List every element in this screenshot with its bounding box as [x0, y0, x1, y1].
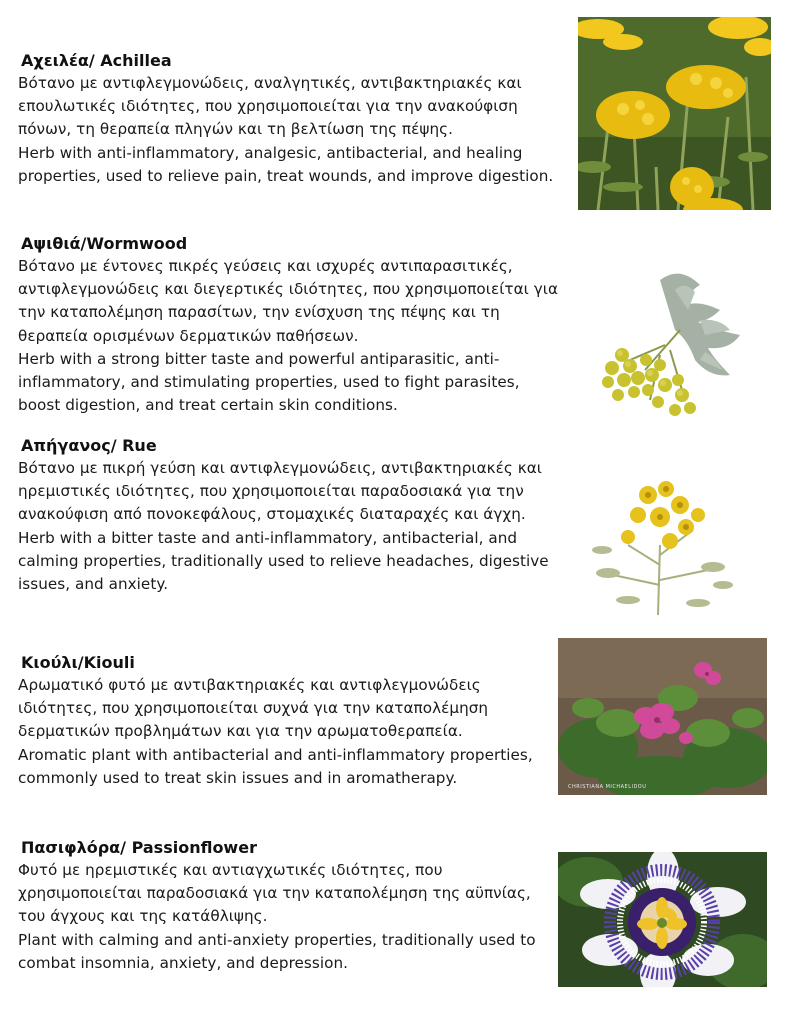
herb-english-description: Herb with anti-inflammatory, analgesic, antibacterial, and healing properties, used to relieve pain, treat wounds, and improve digestion. — [18, 143, 554, 185]
herb-english-description: Herb with a strong bitter taste and powerful antiparasitic, anti-inflammatory, and stimulating properties, used to fight parasites, boost digestion, and treat certain skin conditions. — [18, 349, 520, 415]
herb-english-description: Plant with calming and anti-anxiety properties, traditionally used to combat insomnia, anxiety, and depression. — [18, 930, 536, 972]
herb-title: Πασιφλόρα/ Passionflower — [21, 838, 257, 857]
herb-greek-description: Βότανο με αντιφλεγμονώδεις, αναλγητικές, αντιβακτηριακές και επουλωτικές ιδιότητες, που χρησιμοποιείται για την ανακούφιση πόνων, τη θεραπεία πληγών και τη βελτίωση της πέψης. — [18, 74, 522, 139]
herb-title: Αψιθιά/Wormwood — [21, 234, 188, 253]
herb-text — [18, 652, 563, 790]
herb-greek-description: Βότανο με πικρή γεύση και αντιφλεγμονώδεις, αντιβακτηριακές και ηρεμιστικές ιδιότητες, που χρησιμοποιείται παραδοσιακά για την ανακούφιση από πονοκεφάλους, στομαχικές διαταραχές και άγχη. — [18, 459, 542, 524]
photo-watermark: CHRISTIANA MICHAELIDOU — [568, 784, 647, 790]
wormwood-photo — [590, 260, 760, 430]
herb-title: Αχειλέα/ Achillea — [21, 51, 172, 70]
herb-text — [18, 233, 563, 417]
herb-text — [18, 50, 563, 188]
herb-text — [18, 435, 563, 596]
achillea-photo — [578, 17, 771, 210]
herb-greek-description: Αρωματικό φυτό με αντιβακτηριακές και αντιφλεγμονώδεις ιδιότητες, που χρησιμοποιείται συχνά για την καταπολέμηση δερματικών προβλημάτων και για την αρωματοθεραπεία. — [18, 676, 489, 741]
herb-english-description: Herb with a bitter taste and anti-inflammatory, antibacterial, and calming properties, traditionally used to relieve headaches, digestive issues, and anxiety. — [18, 528, 549, 594]
herb-greek-description: Βότανο με έντονες πικρές γεύσεις και ισχυρές αντιπαρασιτικές, αντιφλεγμονώδεις και διεγερτικές ιδιότητες, που χρησιμοποιείται για την καταπολέμηση παρασίτων, την ενίσχυση της πέψης και τη θεραπεία ορισμένων δερματικών παθήσεων. — [18, 257, 559, 345]
herb-title: Απήγανος/ Rue — [21, 436, 157, 455]
herb-text — [18, 837, 563, 975]
herb-title: Κιούλι/Kiouli — [21, 653, 135, 672]
rue-photo — [588, 475, 738, 620]
passionflower-photo — [558, 852, 767, 987]
kiouli-photo — [558, 638, 767, 795]
herb-english-description: Aromatic plant with antibacterial and anti-inflammatory properties, commonly used to treat skin issues and in aromatherapy. — [18, 745, 533, 787]
herb-greek-description: Φυτό με ηρεμιστικές και αντιαγχωτικές ιδιότητες, που χρησιμοποιείται παραδοσιακά για την καταπολέμηση της αϋπνίας, του άγχους και της κατάθλιψης. — [18, 861, 531, 926]
